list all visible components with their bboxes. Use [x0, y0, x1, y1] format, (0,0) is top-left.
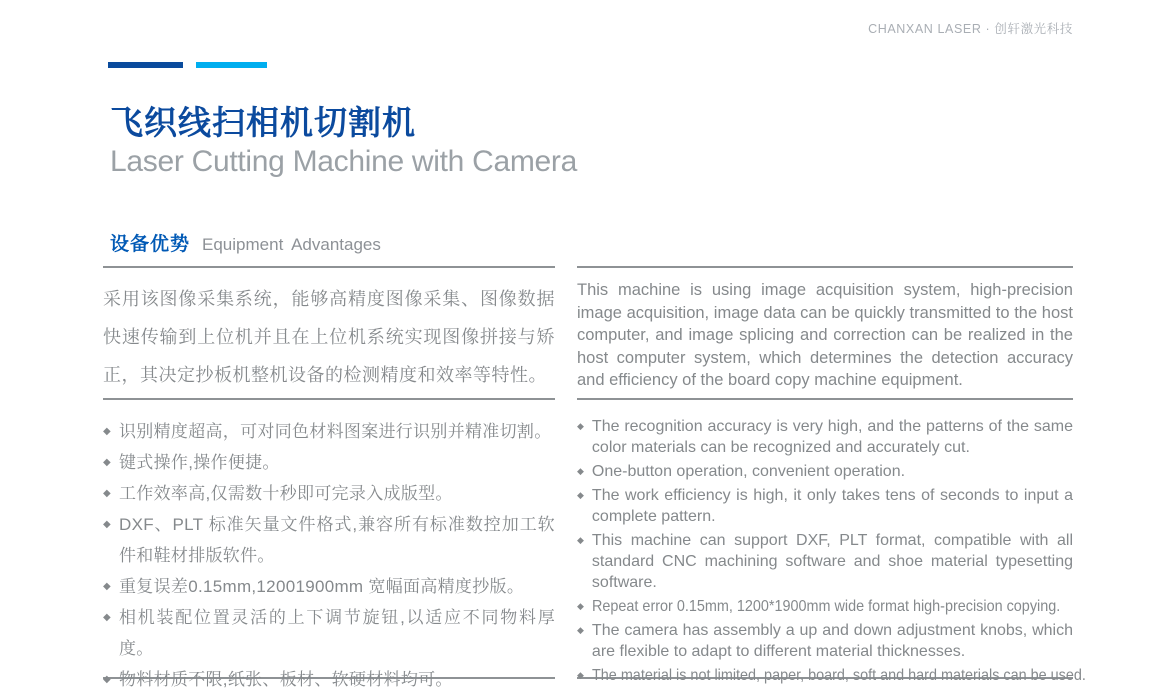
bullet-item	[103, 664, 555, 695]
bullet-item	[577, 485, 1073, 527]
bullet-item	[103, 509, 555, 571]
bullet-diamond-icon: ◆	[103, 674, 111, 685]
bullet-item	[577, 620, 1073, 662]
bullet-diamond-icon: ◆	[577, 601, 584, 611]
bullet-text: 工作效率高,仅需数十秒即可完录入成版型。	[119, 484, 453, 503]
bullet-text: DXF、PLT 标准矢量文件格式,兼容所有标准数控加工软件和鞋材排版软件。	[119, 515, 555, 565]
accent-bars	[108, 62, 267, 68]
bullet-item	[103, 447, 555, 478]
bullet-text: The material is not limited, paper, board, soft and hard materials can be used.	[591, 667, 1086, 684]
right-column	[577, 266, 1086, 684]
bullet-diamond-icon: ◆	[577, 421, 584, 431]
bullet-text: Repeat error 0.15mm, 1200*1900mm wide format high-precision copying.	[591, 598, 1061, 615]
bullet-text: 重复误差0.15mm,12001900mm 宽幅面高精度抄版。	[119, 577, 525, 596]
page-title-en: Laser Cutting Machine with Camera	[110, 145, 577, 178]
bullet-diamond-icon: ◆	[577, 466, 584, 476]
bullet-diamond-icon: ◆	[577, 535, 584, 545]
bullet-text: 相机装配位置灵活的上下调节旋钮,以适应不同物料厚度。	[119, 608, 555, 658]
bullet-diamond-icon: ◆	[103, 426, 111, 437]
bullet-text: The recognition accuracy is very high, and the patterns of the same color materials can be recognized and accurately cut.	[591, 418, 1073, 456]
bullet-text: This machine can support DXF, PLT format, compatible with all standard CNC machining software and shoe material typesetting software.	[591, 532, 1073, 591]
left-paragraph: 采用该图像采集系统，能够高精度图像采集、图像数据快速传输到上位机并且在上位机系统实现图像拼接与矫正，其决定抄板机整机设备的检测精度和效率等特性。	[103, 289, 555, 385]
bullet-text: One-button operation, convenient operation.	[591, 463, 906, 480]
bullet-text: 键式操作,操作便捷。	[119, 453, 280, 472]
right-paragraph: This machine is using image acquisition system, high-precision image acquisition, image data can be quickly transmitted to the host computer, and image splicing and correction can be realized in the host computer system, which determines the detection accuracy and efficiency of the board copy machine equipment.	[577, 281, 1073, 389]
bullet-diamond-icon: ◆	[577, 490, 584, 500]
bullet-diamond-icon: ◆	[103, 519, 111, 530]
bullet-text: The camera has assembly a up and down adjustment knobs, which are flexible to adapt to different material thicknesses.	[591, 622, 1073, 660]
left-bullet-list	[103, 400, 555, 689]
bullet-item	[103, 602, 555, 664]
bullet-diamond-icon: ◆	[103, 581, 111, 592]
bullet-diamond-icon: ◆	[577, 670, 584, 680]
bullet-item	[103, 416, 555, 447]
section-title-en: Equipment Advantages	[202, 235, 381, 254]
bullet-text: The work efficiency is high, it only takes tens of seconds to input a complete pattern.	[591, 487, 1073, 525]
right-bullet-list	[577, 400, 1086, 684]
section-title-zh: 设备优势	[110, 234, 191, 255]
bullet-diamond-icon: ◆	[577, 625, 584, 635]
left-column	[103, 266, 555, 689]
page-title-zh: 飞织线扫相机切割机	[110, 104, 416, 141]
bullet-item	[577, 596, 1073, 617]
bullet-item	[103, 478, 555, 509]
bullet-item	[577, 416, 1073, 458]
brand-text: CHANXAN LASER · 创轩激光科技	[868, 22, 1073, 36]
section-header	[110, 229, 381, 256]
bullet-item	[577, 530, 1073, 593]
accent-bar-light-icon	[196, 62, 267, 68]
bullet-text: 物料材质不限,纸张、板材、软硬材料均可。	[119, 670, 453, 689]
bullet-item	[103, 571, 555, 602]
bullet-diamond-icon: ◆	[103, 612, 111, 623]
bullet-item	[577, 665, 1086, 686]
bullet-text: 识别精度超高，可对同色材料图案进行识别并精准切割。	[119, 422, 552, 441]
bullet-diamond-icon: ◆	[103, 457, 111, 468]
accent-bar-dark-icon	[108, 62, 183, 68]
bullet-diamond-icon: ◆	[103, 488, 111, 499]
bullet-item	[577, 461, 1073, 482]
content-columns	[103, 266, 1086, 689]
